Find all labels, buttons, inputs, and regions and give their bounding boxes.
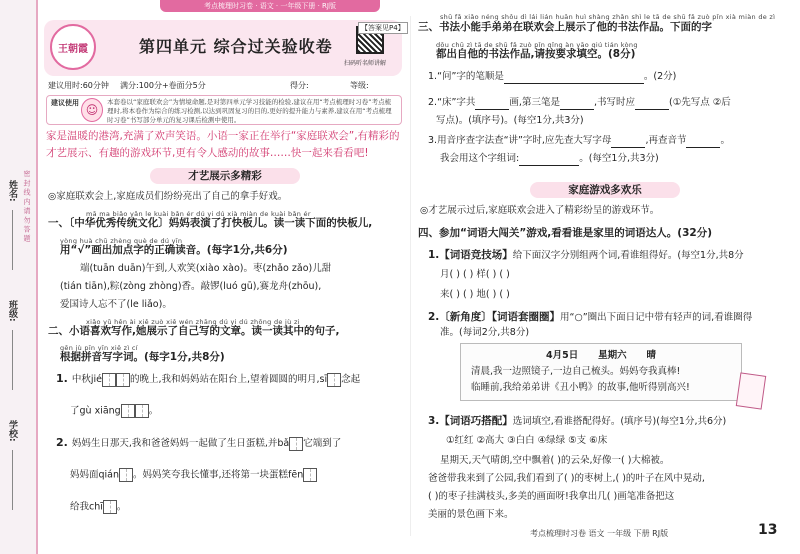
name-label: 姓名: [7,180,17,202]
q2-title: 二、小语喜欢写作,她展示了自己写的文章。读一读其中的句子, [48,325,340,337]
seal-line-text: 密 封 线 内 请 勿 答 题 [23,170,31,242]
q3-item-3-score: 。(每空1分,共3分) [579,153,659,164]
diary-line-2[interactable]: 临睡前,我给弟弟讲《丑小鸭》的故事,他听得别高兴! [471,382,690,393]
class-line [12,330,13,390]
write-box[interactable] [121,404,135,418]
q2-pinyin: xiǎo yǔ hěn ài xiě zuò xiě wén zhāng dú yi dú zhōng de jù zi [86,318,300,326]
write-box[interactable] [327,373,341,387]
q3-item-1-score: 。(2分) [643,71,677,82]
suggestion-text: 本套卷以“家庭联欢会”为情境命题,是对第四单元学习技能的检验,建议在用“考点梳理时习卷”考点梳理时,将本卷作为综合的练习检测,以达到巩固复习的目的,更好的提升能力与素养,建议在用“考点梳理时习卷”书写部分单元的复习课后检测中使用。 [107,98,392,124]
q3-item-3 [428,134,730,148]
game-3-instruction: 选词填空,看谁搭配得好。(填序号)(每空1分,共6分) [512,416,727,427]
usage-suggestion [46,95,402,125]
sentence-1-part-a: 中秋jié [71,374,102,385]
school-line [12,450,13,510]
diary-header [471,348,731,364]
class-label: 班级: [7,300,17,322]
q1-pinyin-2: yòng huà chū zhèng què de dú yīn [60,237,183,245]
answer-line[interactable] [475,100,509,110]
q4-title: 四、参加“词语大闯关”游戏,看看谁是家里的词语达人。(32分) [418,227,712,239]
q3-item-3-a: 3.用音序查字法查“讲”字时,应先查大写字母 [428,135,612,146]
sentence-2-part-e: 给我chī [70,501,103,513]
sentence-2-part-f: 。 [116,501,127,513]
sentence-1-part-b: 的晚上,我和妈妈站在阳台上,望着圆圆的明月,sī [129,374,328,385]
time-limit: 建议用时:60分钟 [48,81,109,90]
passage-line-3[interactable]: ( )的枣子挂满枝头,多美的画面呀!我拿出几( )画笔准备把这 [428,491,675,502]
section-games-title: 家庭游戏多欢乐 [530,182,680,198]
write-box[interactable] [103,500,117,514]
school-label: 学校: [7,420,17,442]
diary-weekday: 星期六 [598,350,627,361]
write-box[interactable] [116,373,130,387]
top-banner: 考点梳理时习卷 · 语文 · 一年级下册 · RJ版 [160,0,380,12]
q1-pinyin: mā ma biǎo yǎn le kuài bǎn ér dú yi dú xià miàn de kuài bǎn ér [86,210,311,218]
diary-date: 4月5日 [546,350,579,361]
sentence-1-part-c: 念起 [341,374,361,385]
write-box[interactable] [303,468,317,482]
verse-line-1[interactable]: 端(tuān duān)午到,人欢笑(xiào xào)。枣(zhǎo zǎo)儿甜 [80,263,332,274]
sentence-2-line-2 [70,468,317,483]
qr-label: 扫码听名师讲解 [344,60,387,67]
game-3-tag: 3.【词语巧搭配】 [428,415,513,427]
answer-line[interactable] [560,100,594,110]
answer-line[interactable] [686,138,720,148]
score-label: 得分: [290,81,309,90]
q3-item-2-d: (①先写点 ②后 [668,97,731,108]
passage-line-4[interactable]: 美丽的景色画下来。 [428,509,514,520]
section-talent-title: 才艺展示多精彩 [150,168,300,184]
footer-text: 考点梳理时习卷 语文 一年级 下册 RJ版 [530,529,669,538]
q3-item-2-c: ,书写时应 [593,97,635,108]
write-box[interactable] [289,437,303,451]
sentence-2-line-1 [56,436,341,451]
answer-line[interactable] [519,156,579,166]
title-header [44,20,402,76]
q2-pinyin-2: gēn jù pīn yīn xiě zì cí [60,344,138,352]
q3-item-3-line-2 [440,152,659,166]
game-1-instruction: 给下面汉字分别组两个词,看谁组得好。(每空1分,共8分 [512,250,744,261]
q3-title: 三、书法小能手弟弟在联欢会上展示了他的书法作品。下面的字 [418,21,712,33]
verse-line-3[interactable]: 爱国诗人忘不了(le liǎo)。 [60,299,172,310]
sentence-1-part-e: 。 [148,405,159,417]
q3-item-2-score: 写点)。(填序号)。(每空1分,共3分) [436,115,584,126]
sentence-2-line-3 [70,500,126,515]
sentence-2-part-b: 它端到了 [303,438,342,449]
sentence-2-part-d: 。妈妈笑夸我长懂事,还将第一块蛋糕fēn [133,469,304,481]
answer-line[interactable] [611,138,645,148]
binding-margin [0,0,38,554]
game-1-row-1[interactable]: 月( ) ( ) 样( ) ( ) [440,269,510,280]
notebook-icon [736,372,766,409]
intro-paragraph: 家是温暖的港湾,充满了欢声笑语。小语一家正在举行“家庭联欢会”,有精彩的才艺展示、有趣的游戏环节,更有令人感动的故事……快一起来看看吧! [46,130,400,159]
write-box[interactable] [135,404,149,418]
passage-line-2[interactable]: 爸爸带我来到了公园,我们看到了( )的枣树上,( )的叶子在风中晃动, [428,473,705,484]
section-talent-intro: ◎家庭联欢会上,家庭成员们纷纷亮出了自己的拿手好戏。 [48,191,288,202]
q3-item-3-c: 。 [720,135,730,146]
q3-item-2-b: 画,第三笔是 [509,97,560,108]
q2-instruction: 根据拼音写字词。(每字1分,共8分) [60,351,225,363]
page-title: 第四单元 综合过关验收卷 [139,37,333,56]
sentence-2-number: 2. [56,436,68,449]
game-2-tag: 2.〔新角度〕【词语套圈圈】 [428,311,561,323]
q3-item-3-d: 我会用这个字组词: [440,153,520,164]
sentence-1-number: 1. [56,372,68,385]
sentence-1-line-2 [70,404,158,419]
write-box[interactable] [119,468,133,482]
sentence-1-line-1 [56,372,360,387]
passage-line-1[interactable]: 星期天,天气晴朗,空中飘着( )的云朵,好像一( )大棉被。 [440,455,670,466]
diary-weather: 晴 [646,350,656,361]
girl-avatar-icon: ☺ [81,98,103,122]
column-divider [410,16,411,536]
sentence-2-part-a: 妈妈生日那天,我和爸爸妈妈一起做了生日蛋糕,并bǎ [71,438,290,449]
game-3-options: ①红红 ②高大 ③白白 ④绿绿 ⑤支 ⑥床 [446,435,608,446]
q1-instruction: 用“√”画出加点字的正确读音。(每字1分,共6分) [60,244,288,256]
q3-item-1 [428,70,676,84]
q3-instruction: 都出自他的书法作品,请按要求填空。(8分) [436,48,636,60]
q1-title: 一、〔中华优秀传统文化〕妈妈表演了打快板儿。读一读下面的快板儿, [48,217,373,229]
diary-card [460,343,742,401]
suggestion-tag: 建议使用 [51,99,79,107]
q3-item-3-b: ,再查音节 [645,135,687,146]
q3-pinyin-2: dōu chū zì tā de shū fǎ zuò pǐn qǐng àn yāo qiú tián kòng [436,41,638,49]
answer-line[interactable] [635,100,669,110]
q3-item-2-a: 2.“床”字共 [428,97,476,108]
sentence-1-part-d: 了gù xiāng [70,405,121,417]
answer-reference: 【答案见P4】 [358,22,408,34]
brand-logo: 王朝霞 [50,24,96,70]
q3-item-2 [428,96,731,110]
diary-line-1[interactable]: 清晨,我一边照镜子,一边自己梳头。妈妈夸我真棒! [471,366,681,377]
game-1-tag: 1.【词语竞技场】 [428,249,513,261]
q3-item-1-text: 1.“问”字的笔顺是 [428,71,504,82]
q3-pinyin: shū fǎ xiǎo néng shǒu dì lái lián huān huì shàng zhǎn shì le tā de shū fǎ zuò pǐn xià miàn de zì [440,13,776,21]
name-line [12,210,13,270]
verse-line-2[interactable]: (tián tiān),粽(zòng zhòng)香。敲锣(luó gū),赛龙舟(zhōu), [60,281,322,292]
game-2-instruction: 用“○”圈出下面日记中带有轻声的词,看谁圈得 [560,312,753,323]
game-2-score: 准。(每词2分,共8分) [440,327,530,338]
game-1-row-2[interactable]: 来( ) ( ) 地( ) ( ) [440,289,510,300]
sentence-2-part-c: 妈妈面qián [70,469,120,481]
section-games-intro: ◎才艺展示过后,家庭联欢会进入了精彩纷呈的游戏环节。 [420,205,660,216]
grade-label: 等级: [350,81,369,90]
page-number: 13 [758,522,778,538]
game-1 [428,248,744,263]
full-score: 满分:100分+卷面分5分 [120,81,206,90]
game-3 [428,414,726,429]
write-box[interactable] [102,373,116,387]
answer-line[interactable] [504,74,644,84]
game-2 [428,310,752,325]
